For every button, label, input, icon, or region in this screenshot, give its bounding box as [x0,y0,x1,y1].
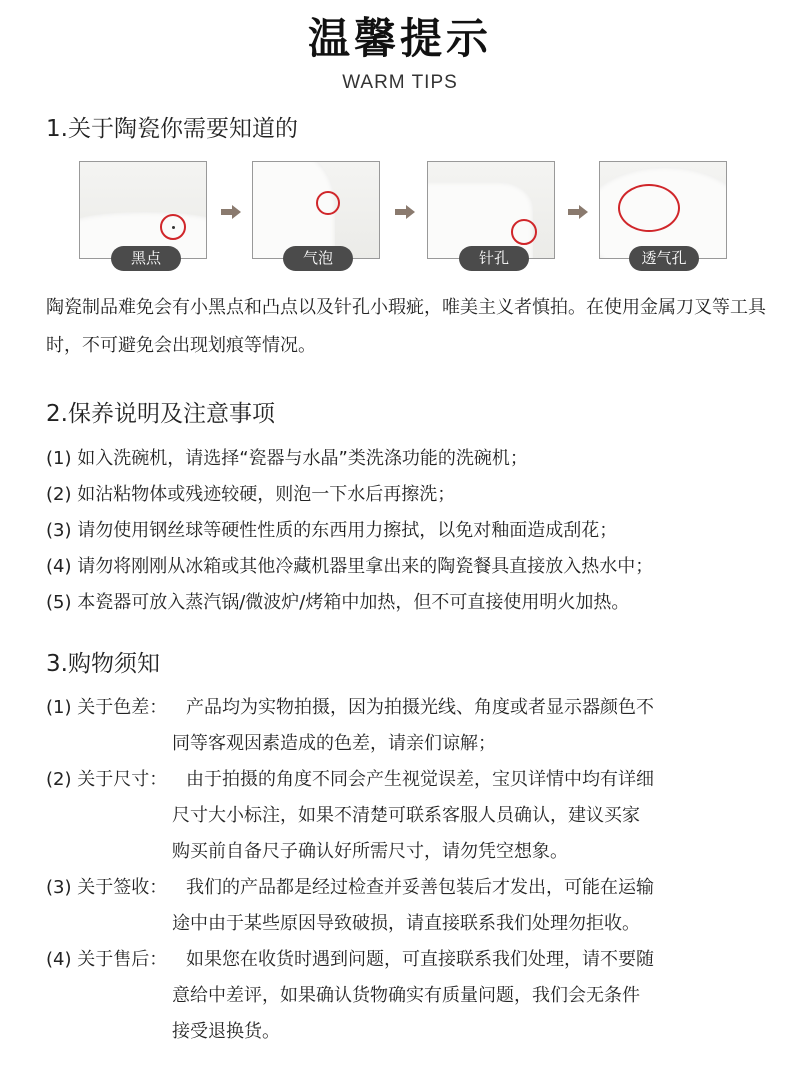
care-item: (3) 请勿使用钢丝球等硬性性质的东西用力擦拭，以免对釉面造成刮花； [46,520,618,541]
notice-text: 我们的产品都是经过检查并妥善包装后才发出，可能在运输 [186,877,654,898]
notice-text: 如果您在收货时遇到问题，可直接联系我们处理，请不要随 [186,949,654,970]
notice-text: 产品均为实物拍摄，因为拍摄光线、角度或者显示器颜色不 [186,697,654,718]
notice-label: (2) 关于尺寸： [46,769,168,790]
highlight-circle [511,219,537,245]
notice-text: 途中由于某些原因导致破损，请直接联系我们处理勿拒收。 [172,913,640,934]
bubble-photo [252,161,380,259]
arrow-right-icon [395,205,415,219]
label-vent-hole: 透气孔 [629,246,699,271]
section2-heading: 2.保养说明及注意事项 [46,401,275,427]
section1-heading: 1.关于陶瓷你需要知道的 [46,116,298,142]
notice-text: 接受退换货。 [172,1021,280,1042]
vent-hole-photo [599,161,727,259]
black-dot [172,226,175,229]
arrow-right-icon [221,205,241,219]
care-item: (4) 请勿将刚刚从冰箱或其他冷藏机器里拿出来的陶瓷餐具直接放入热水中； [46,556,654,577]
notice-label: (1) 关于色差： [46,697,168,718]
black-dot-photo [79,161,207,259]
care-item: (2) 如沾粘物体或残迹较硬，则泡一下水后再擦洗； [46,484,456,505]
notice-text: 购买前自备尺子确认好所需尺寸，请勿凭空想象。 [172,841,568,862]
highlight-circle [618,184,680,232]
page-title: 温馨提示 [307,14,492,63]
notice-label: (3) 关于签收： [46,877,168,898]
page-subtitle: WARM TIPS [342,72,458,93]
notice-label: (4) 关于售后： [46,949,168,970]
arrow-right-icon [568,205,588,219]
notice-text: 同等客观因素造成的色差，请亲们谅解； [172,733,496,754]
pinhole-photo [427,161,555,259]
section1-paragraph: 陶瓷制品难免会有小黑点和凸点以及针孔小瑕疵，唯美主义者慎拍。在使用金属刀叉等工具时，不可避免会出现划痕等情况。 [46,297,766,356]
care-item: (5) 本瓷器可放入蒸汽锅/微波炉/烤箱中加热，但不可直接使用明火加热。 [46,592,630,613]
label-pinhole: 针孔 [459,246,529,271]
highlight-circle [316,191,340,215]
notice-text: 由于拍摄的角度不同会产生视觉误差，宝贝详情中均有详细 [186,769,654,790]
notice-text: 尺寸大小标注，如果不清楚可联系客服人员确认，建议买家 [172,805,640,826]
care-item: (1) 如入洗碗机，请选择“瓷器与水晶”类洗涤功能的洗碗机； [46,448,528,469]
label-black-dot: 黑点 [111,246,181,271]
label-bubble: 气泡 [283,246,353,271]
notice-text: 意给中差评，如果确认货物确实有质量问题，我们会无条件 [172,985,640,1006]
section3-heading: 3.购物须知 [46,651,160,677]
